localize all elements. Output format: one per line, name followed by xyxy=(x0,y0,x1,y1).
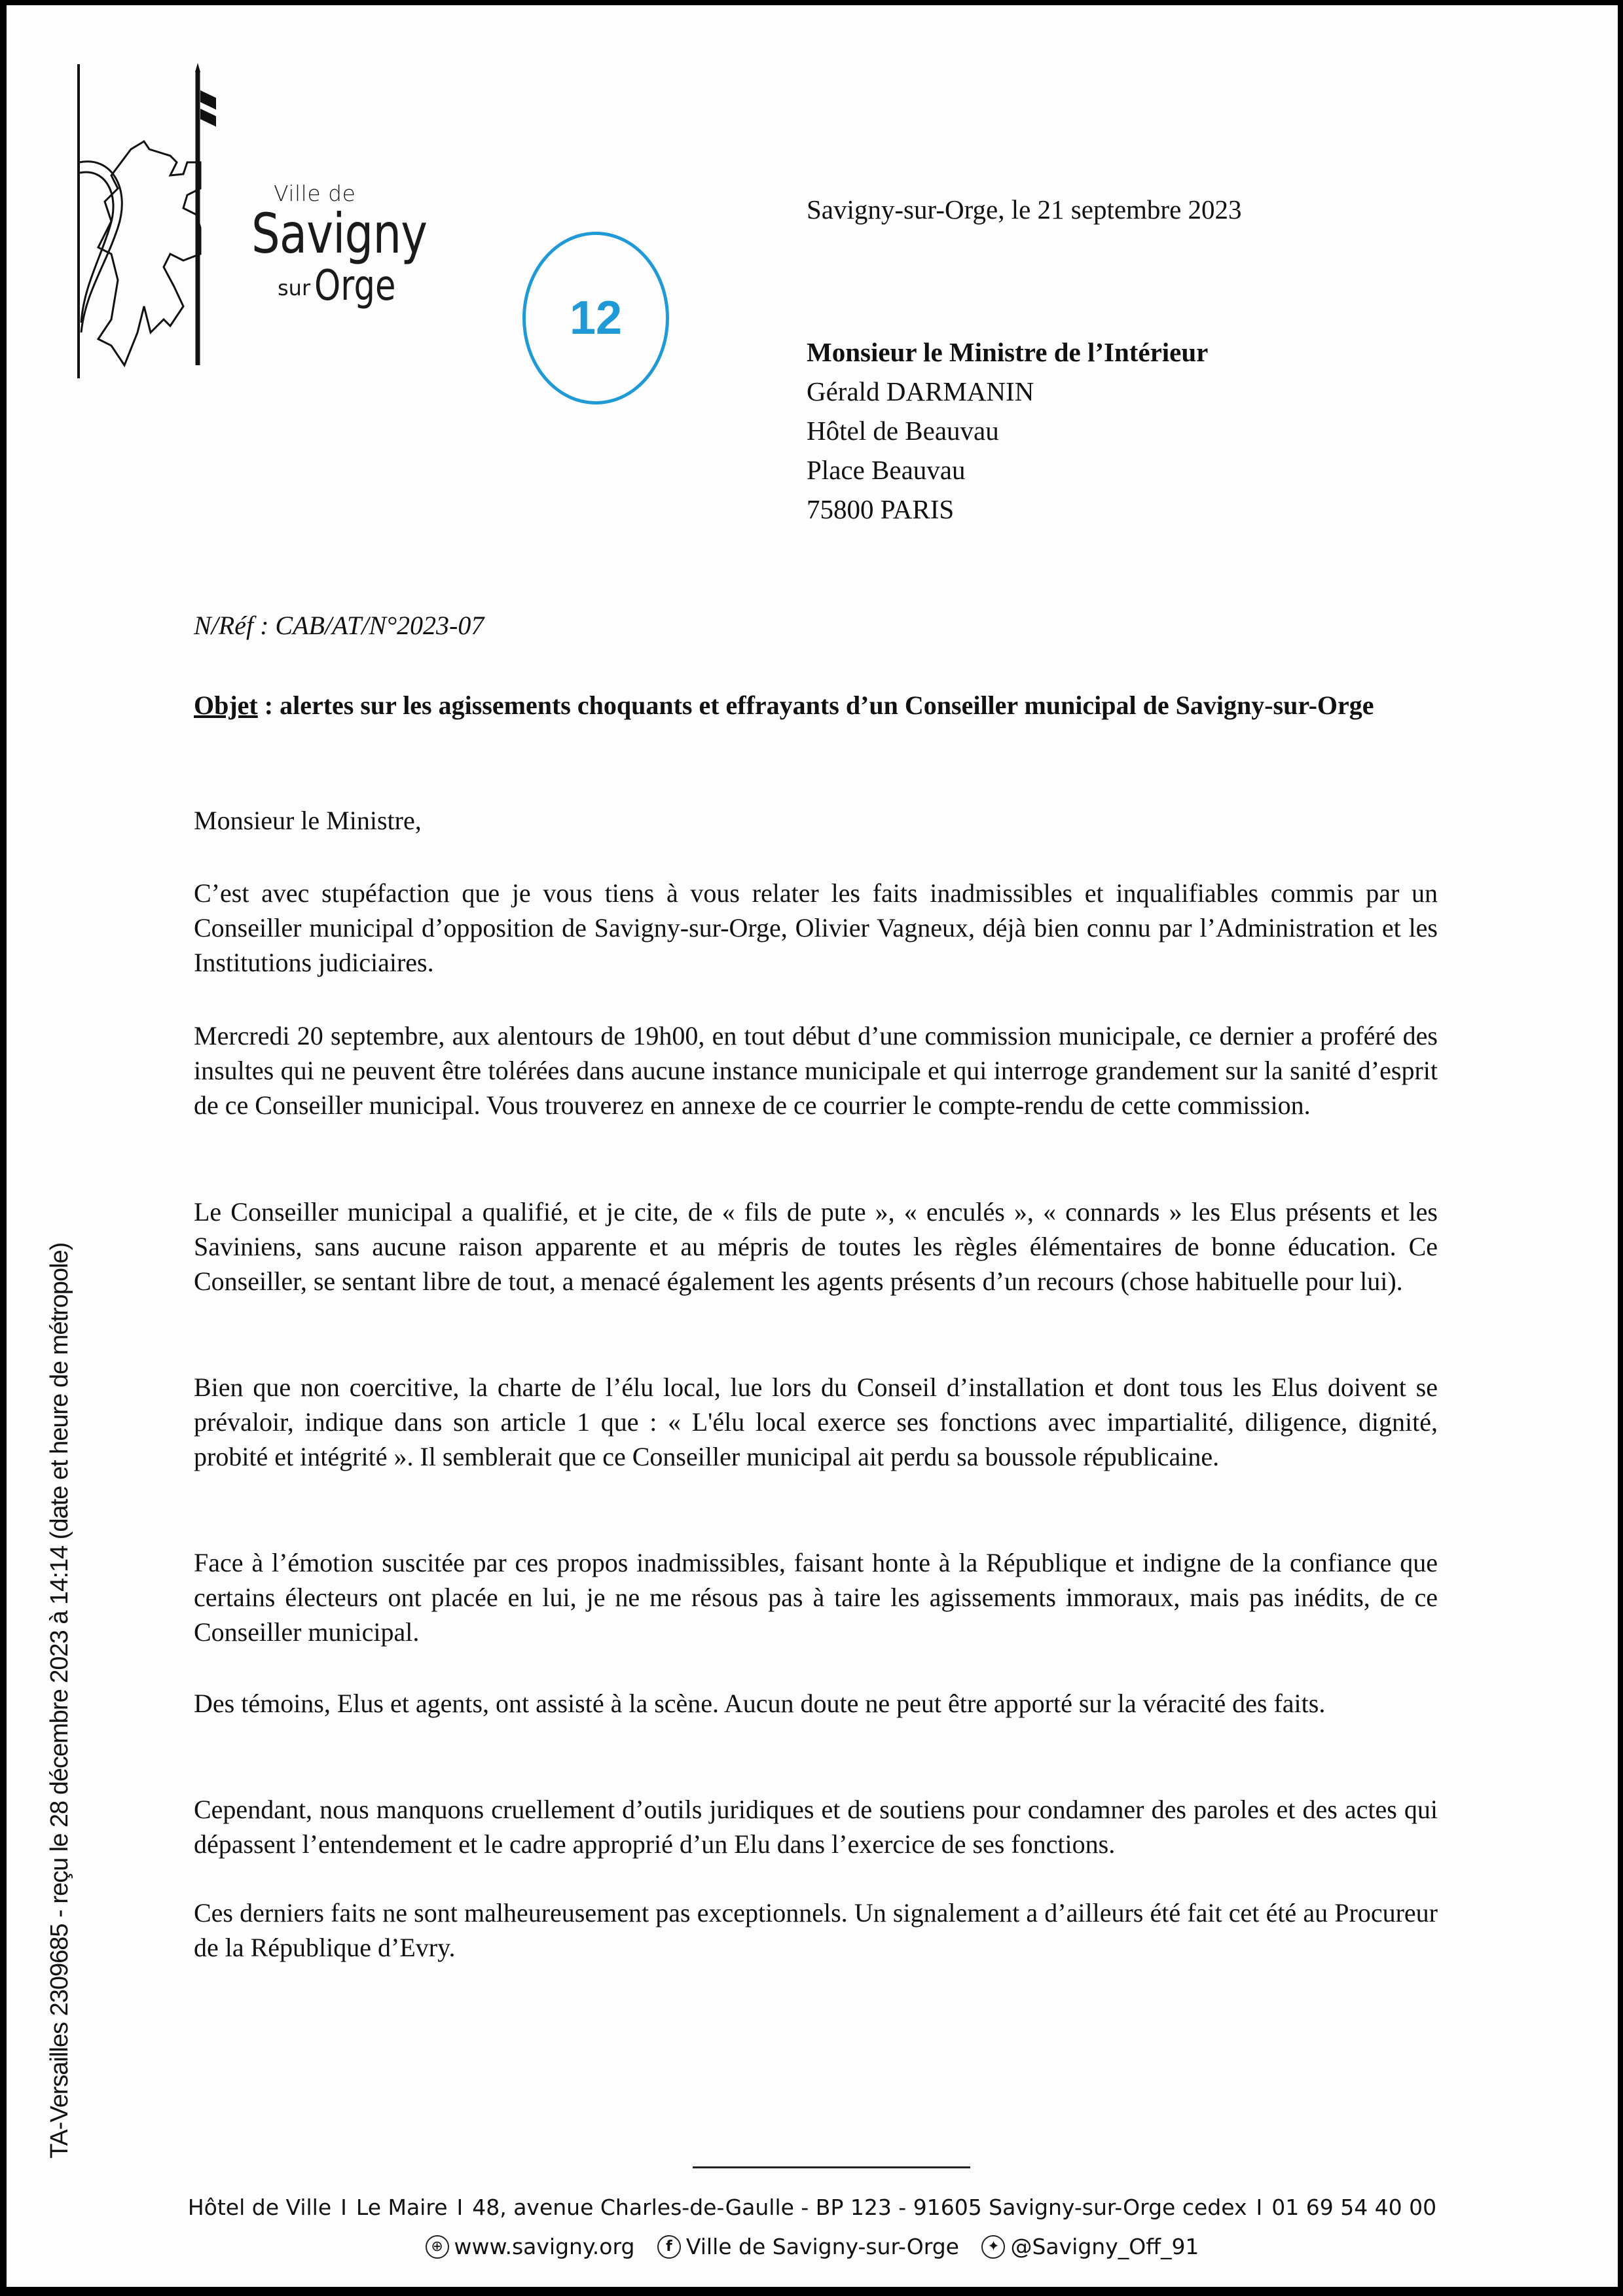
reference-line: N/Réf : CAB/AT/N°2023-07 xyxy=(194,611,484,640)
recipient-address-1: Hôtel de Beauvau xyxy=(807,416,999,446)
paragraph-1: C’est avec stupéfaction que je vous tiens à vous relater les faits inadmissibles et inqualifiables commis par un Conseiller municipal d’opposition de Savigny-sur-Orge, Olivier Vagneux, déjà bien connu par l’Administration et les Institutions judiciaires. xyxy=(194,878,1438,977)
recipient-title: Monsieur le Ministre de l’Intérieur xyxy=(807,337,1209,367)
footer-facebook[interactable] xyxy=(657,2234,959,2259)
paragraph-8: Ces derniers faits ne sont malheureusement pas exceptionnels. Un signalement a d’ailleurs été fait cet été au Procureur de la République d’Evry. xyxy=(194,1898,1438,1962)
paragraph-3: Le Conseiller municipal a qualifié, et je cite, de « fils de pute », « enculés », « connards » les Elus présents et les Saviniens, sans aucune raison apparente et au mépris de toutes les règles élémentaires de bonne éducation. Ce Conseiller, se sentant libre de tout, a menacé également les agents présents d’un recours (chose habituelle pour lui). xyxy=(194,1197,1438,1296)
paragraph-4: Bien que non coercitive, la charte de l’élu local, lue lors du Conseil d’installation et dont tous les Elus doivent se prévaloir, indique dans son article 1 que : « L'élu local exerce ses fonctions avec impartialité, diligence, dignité, probité et intégrité ». Il semblerait que ce Conseiller municipal ait perdu sa boussole républicaine. xyxy=(194,1372,1438,1471)
globe-icon: ⊕ xyxy=(426,2235,449,2259)
footer-part-4: 01 69 54 40 00 xyxy=(1271,2195,1437,2220)
logo-ville-de: Ville de xyxy=(274,181,356,206)
footer-facebook-text: Ville de Savigny-sur-Orge xyxy=(685,2234,959,2259)
footer-twitter-text: @Savigny_Off_91 xyxy=(1010,2234,1199,2259)
court-receipt-stamp: TA-Versailles 2309685 - reçu le 28 décembre 2023 à 14:14 (date et heure de métropole) xyxy=(46,1242,73,2159)
footer-twitter[interactable] xyxy=(981,2234,1199,2259)
document-number: 12 xyxy=(569,292,623,344)
paragraph-2: Mercredi 20 septembre, aux alentours de 19h00, en tout début d’une commission municipale, ce dernier a proféré des insultes qui ne peuvent être tolérées dans aucune instance municipale et qui interroge grandement sur la sanité d’esprit de ce Conseiller municipal. Vous trouverez en annexe de ce courrier le compte-rendu de cette commission. xyxy=(194,1021,1438,1120)
recipient-address-2: Place Beauvau xyxy=(807,455,966,485)
logo-savigny: Savigny xyxy=(251,202,428,266)
footer-part-3: 48, avenue Charles-de-Gaulle - BP 123 - 91605 Savigny-sur-Orge cedex xyxy=(472,2195,1247,2220)
footer-website[interactable] xyxy=(426,2234,635,2259)
salutation: Monsieur le Ministre, xyxy=(194,806,422,835)
logo-sur: sur xyxy=(278,276,311,300)
letter-page xyxy=(7,5,1618,2287)
footer-divider xyxy=(693,2166,970,2168)
footer-part-1: Hôtel de Ville xyxy=(187,2195,332,2220)
footer-separator: I xyxy=(456,2195,464,2220)
footer-address xyxy=(7,2195,1618,2220)
recipient-address-3: 75800 PARIS xyxy=(807,494,955,524)
paragraph-7: Cependant, nous manquons cruellement d’outils juridiques et de soutiens pour condamner des paroles et des actes qui dépassent l’entendement et le cadre approprié d’un Elu dans l’exercice de ses fonctions. xyxy=(194,1795,1438,1859)
paragraph-5: Face à l’émotion suscitée par ces propos inadmissibles, faisant honte à la République et indigne de la confiance que certains électeurs ont placée en lui, je ne me résous pas à taire les agissements immoraux, mais pas inédits, de ce Conseiller municipal. xyxy=(194,1548,1438,1647)
twitter-bird-icon: ✦ xyxy=(981,2235,1005,2259)
lion-rampant-with-banner-icon xyxy=(72,58,216,385)
footer-part-2: Le Maire xyxy=(356,2195,448,2220)
subject-text: : alertes sur les agissements choquants et effrayants d’un Conseiller municipal de Savigny-sur-Orge xyxy=(257,691,1374,720)
footer-separator: I xyxy=(1256,2195,1263,2220)
footer-contacts xyxy=(7,2231,1618,2259)
footer-separator: I xyxy=(340,2195,347,2220)
footer-website-text: www.savigny.org xyxy=(454,2234,635,2259)
subject-line xyxy=(194,686,1431,725)
subject-label: Objet xyxy=(194,691,258,720)
date-line: Savigny-sur-Orge, le 21 septembre 2023 xyxy=(807,194,1242,224)
facebook-icon: f xyxy=(657,2235,681,2259)
logo-orge: Orge xyxy=(314,262,396,310)
paragraph-6: Des témoins, Elus et agents, ont assisté à la scène. Aucun doute ne peut être apporté sur la véracité des faits. xyxy=(194,1689,1326,1718)
document-number-stamp xyxy=(522,232,669,404)
recipient-name: Gérald DARMANIN xyxy=(807,376,1034,406)
recipient-block xyxy=(807,332,1208,529)
